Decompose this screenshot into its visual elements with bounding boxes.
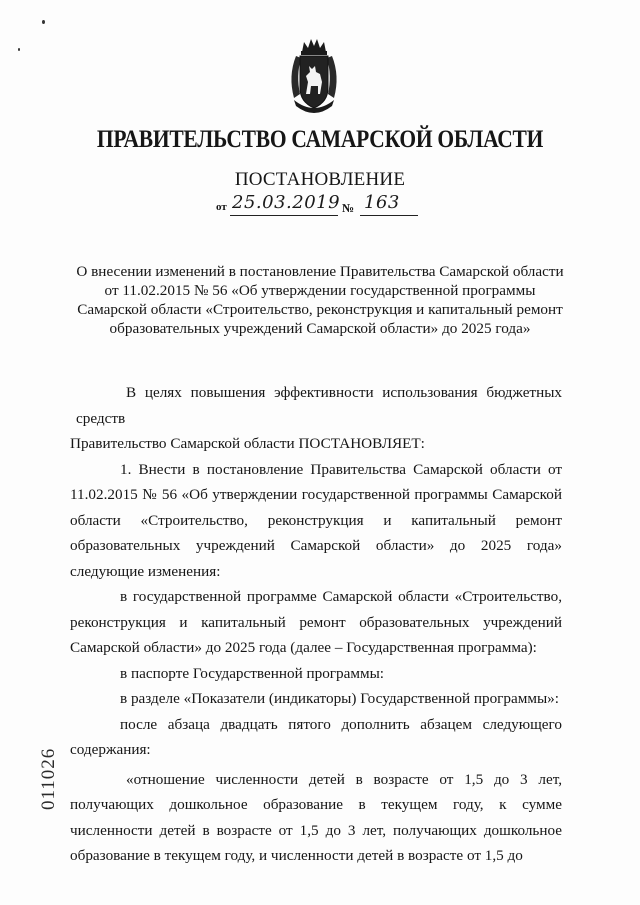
body-paragraph-passport: в паспорте Государственной программы:	[120, 664, 385, 682]
document-body	[70, 380, 562, 873]
number-handwritten: 163	[364, 192, 400, 213]
body-paragraph-preamble: В целях повышения эффективности использования бюджетных средств	[76, 384, 562, 427]
date-handwritten: 25.03.2019	[232, 192, 341, 213]
body-paragraph-addition: после абзаца двадцать пятого дополнить абзацем следующего содержания:	[70, 715, 562, 758]
body-paragraph-item-1: 1. Внести в постановление Правительства Самарской области от 11.02.2015 № 56 «Об утверждении государственной программы Самарской области «Строительство, реконструкция и капитальный ремонт образовательных учреждений Самарской области» до 2025 года» следующие изменения:	[70, 460, 562, 580]
number-label: №	[342, 201, 355, 215]
document-title	[60, 262, 580, 338]
title-line: образовательных учреждений Самарской области» до 2025 года»	[109, 320, 531, 337]
title-line: Самарской области «Строительство, реконструкция и капитальный ремонт	[77, 301, 563, 318]
body-paragraph-program: в государственной программе Самарской области «Строительство, реконструкция и капитальный ремонт образовательных учреждений Самарской области» до 2025 года (далее – Государственная программа):	[70, 588, 562, 656]
title-line: О внесении изменений в постановление Правительства Самарской области	[76, 263, 564, 280]
side-serial-number: 011026	[38, 747, 59, 810]
number-underline	[360, 215, 418, 216]
organization-title: ПРАВИТЕЛЬСТВО САМАРСКОЙ ОБЛАСТИ	[96, 126, 544, 153]
body-paragraph-section: в разделе «Показатели (индикаторы) Государственной программы»:	[120, 690, 559, 707]
scan-speck	[42, 20, 45, 24]
date-underline	[230, 215, 338, 216]
coat-of-arms-emblem	[284, 36, 344, 114]
document-type: ПОСТАНОВЛЕНИЕ	[234, 169, 406, 190]
body-paragraph-decree: Правительство Самарской области ПОСТАНОВЛЯЕТ:	[70, 435, 425, 452]
date-number-line	[214, 192, 434, 217]
scan-speck	[18, 48, 20, 51]
title-line: от 11.02.2015 № 56 «Об утверждении государственной программы	[104, 282, 536, 299]
date-label: от	[216, 201, 227, 213]
body-paragraph-quote: «отношение численности детей в возрасте от 1,5 до 3 лет, получающих дошкольное образование в текущем году, к сумме численности детей в возрасте от 1,5 до 3 лет, получающих дошкольное образование в текущем году, и численности детей в возрасте от 1,5 до	[70, 770, 562, 864]
